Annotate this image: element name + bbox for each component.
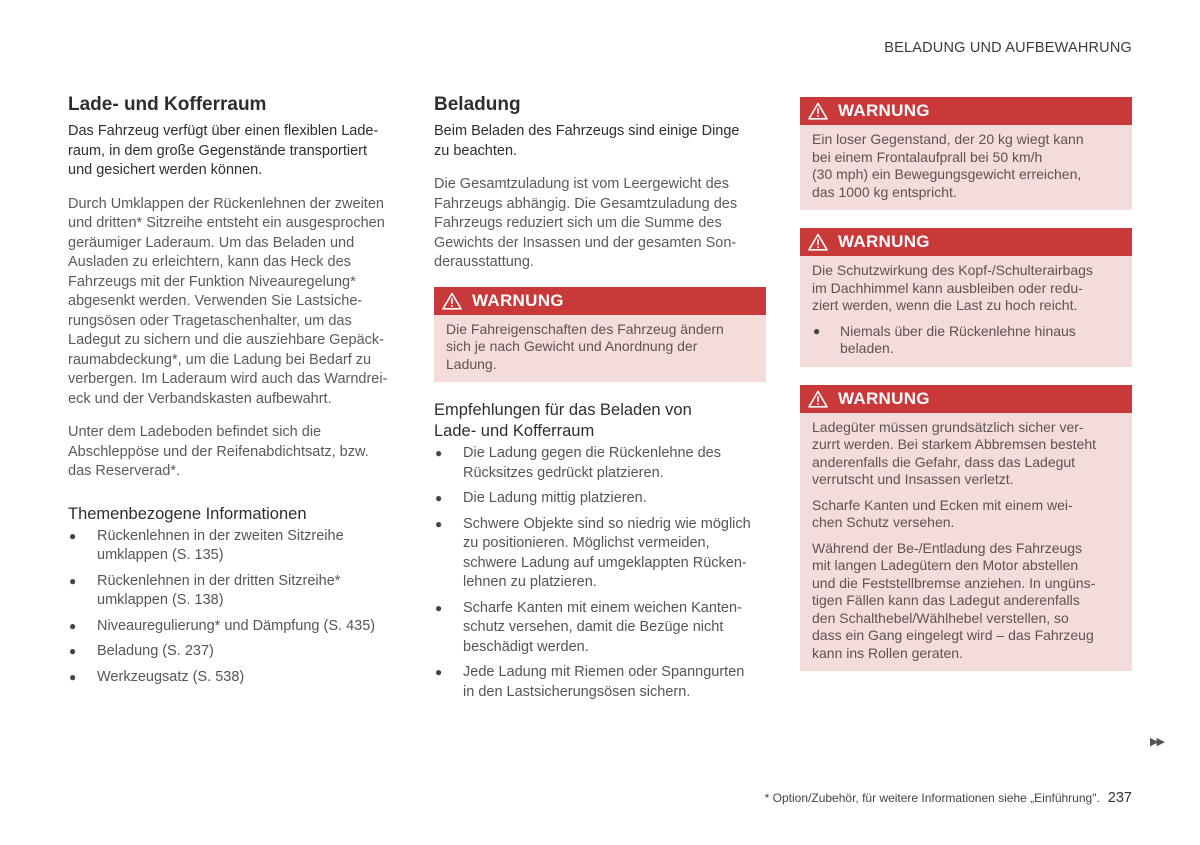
list-item: ● Jede Ladung mit Riemen oder Spanngurten in den Lastsicherungsösen sichern. [435, 664, 745, 700]
bullet: ● [69, 644, 77, 658]
warning-text: Während der Be-/Entladung des Fahrzeugs mit langen Ladegütern den Motor abstellen und die Feststellbremse anziehen. In ungüns- tigen Fällen kann das Ladegut anderenfalls den Schalthebel/Wählhebel verstellen, so dass ein Gang eingelegt wird – das Fahrzeug kann ins Rollen geraten. [812, 539, 1096, 661]
warning-box [434, 287, 766, 383]
warning-header [434, 287, 766, 315]
related-link[interactable]: ● Niveauregulierung* und Dämpfung (S. 435) [68, 617, 403, 637]
list-item: ● Scharfe Kanten mit einem weichen Kanten- schutz versehen, damit die Bezüge nicht beschädigt werden. [435, 599, 742, 655]
list-item: ● Schwere Objekte sind so niedrig wie möglich zu positionieren. Möglichst vermeiden, schwere Ladung auf umgeklappten Rücken- lehnen zu platzieren. [435, 515, 751, 590]
warning-box [800, 97, 1132, 210]
column-lade-kofferraum [68, 94, 403, 693]
body-paragraph: Unter dem Ladeboden befindet sich die Abschleppöse und der Reifenabdichtsatz, bzw. das Reserverad*. [68, 424, 369, 479]
warning-body [800, 413, 1132, 672]
body-paragraph: Durch Umklappen der Rückenlehnen der zweiten und dritten* Sitzreihe entsteht ein ausgesprochen geräumiger Laderaum. Um das Beladen und Ausladen zu erleichtern, kann das Heck des Fahrzeugs mit der Funktion Niveauregelung* abgesenkt werden. Verwenden Sie Lastsiche- rungsösen oder Tragetaschenhalter, um das Ladegut zu sichern und die ausziehbare Gepäck- raumabdeckung*, um die Ladung bei Bedarf zu verbergen. Im Laderaum wird auch das Warndrei- eck und der Verbandskasten aufbewahrt. [68, 195, 388, 407]
related-link[interactable]: ● Rückenlehnen in der zweiten Sitzreihe umklappen (S. 135) [69, 527, 344, 563]
related-link[interactable]: ● Werkzeugsatz (S. 538) [68, 668, 403, 688]
bullet: ● [813, 323, 821, 338]
warning-header [800, 97, 1132, 125]
warning-body [800, 125, 1132, 210]
bullet: ● [435, 446, 443, 460]
lead-paragraph: Beim Beladen des Fahrzeugs sind einige Dinge zu beachten. [434, 123, 740, 159]
warning-label: WARNUNG [472, 290, 564, 310]
section-heading: Beladung [434, 94, 521, 115]
warning-label: WARNUNG [838, 388, 930, 408]
body-paragraph: Die Gesamtzuladung ist vom Leergewicht des Fahrzeugs abhängig. Die Gesamtzuladung des Fahrzeugs reduziert sich um die Summe des Gewichts der Insassen und der gesamten Son- derausstattung. [434, 176, 738, 270]
warning-body [800, 256, 1132, 367]
column-beladung [434, 94, 766, 708]
warning-label: WARNUNG [838, 101, 930, 120]
page-number: 237 [1107, 790, 1132, 806]
warning-triangle-icon [808, 233, 828, 251]
list-item: ● Niemals über die Rückenlehne hinaus beladen. [813, 322, 1076, 356]
list-item: ● Die Ladung gegen die Rückenlehne des Rücksitzes gedrückt platzieren. [435, 445, 721, 481]
warning-header [800, 228, 1132, 256]
lead-paragraph: Das Fahrzeug verfügt über einen flexiblen Lade- raum, in dem große Gegenstände transportiert und gesichert werden können. [68, 123, 379, 178]
bullet: ● [435, 600, 443, 615]
section-heading: Lade- und Kofferraum [68, 94, 267, 115]
warning-triangle-icon [808, 390, 828, 408]
warning-box [800, 385, 1132, 672]
bullet: ● [435, 516, 443, 531]
column-warnings [800, 97, 1132, 689]
double-chevron-right-icon[interactable]: ▶▶ [1150, 736, 1163, 748]
warning-triangle-icon [808, 102, 828, 120]
bullet: ● [69, 618, 77, 633]
footer [765, 790, 1132, 806]
warning-label: WARNUNG [838, 232, 930, 251]
bullet: ● [69, 528, 77, 543]
bullet: ● [435, 491, 443, 505]
warning-text: Scharfe Kanten und Ecken mit einem wei- chen Schutz versehen. [812, 496, 1073, 530]
related-link[interactable]: ● Beladung (S. 237) [68, 642, 403, 662]
warning-header [800, 385, 1132, 413]
related-info-heading: Themenbezogene Informationen [68, 504, 307, 523]
warning-body [434, 315, 766, 383]
related-link[interactable]: ● Rückenlehnen in der dritten Sitzreihe* umklappen (S. 138) [69, 572, 341, 608]
recommendations-list [434, 444, 766, 702]
warning-triangle-icon [442, 292, 462, 310]
warning-box [800, 228, 1132, 367]
list-item: ● Die Ladung mittig platzieren. [434, 489, 766, 509]
recommendations-heading: Empfehlungen für das Beladen von Lade- und Kofferraum [434, 401, 692, 440]
bullet: ● [69, 573, 77, 588]
bullet: ● [69, 669, 77, 684]
warning-text: Ein loser Gegenstand, der 20 kg wiegt kann bei einem Frontalaufprall bei 50 km/h (30 mph) ein Bewegungsgewicht erreichen, das 1000 kg entspricht. [812, 131, 1084, 200]
bullet: ● [435, 665, 443, 679]
warning-text: Ladegüter müssen grundsätzlich sicher ver- zurrt werden. Bei starkem Abbremsen besteht anderenfalls die Gefahr, dass das Ladegut verrutscht und Insassen verletzt. [812, 418, 1097, 487]
warning-text: Die Fahreigenschaften des Fahrzeug ändern sich je nach Gewicht und Anordnung der Ladung. [446, 320, 724, 372]
related-links-list [68, 527, 403, 688]
footnote-text: * Option/Zubehör, für weitere Informationen siehe „Einführung". [764, 791, 1100, 805]
warning-text: Die Schutzwirkung des Kopf-/Schulterairbags im Dachhimmel kann ausbleiben oder redu- ziert werden, wenn die Last zu hoch reicht. [812, 262, 1093, 313]
page-header-title: BELADUNG UND AUFBEWAHRUNG [884, 40, 1132, 56]
warning-list [812, 323, 1120, 358]
